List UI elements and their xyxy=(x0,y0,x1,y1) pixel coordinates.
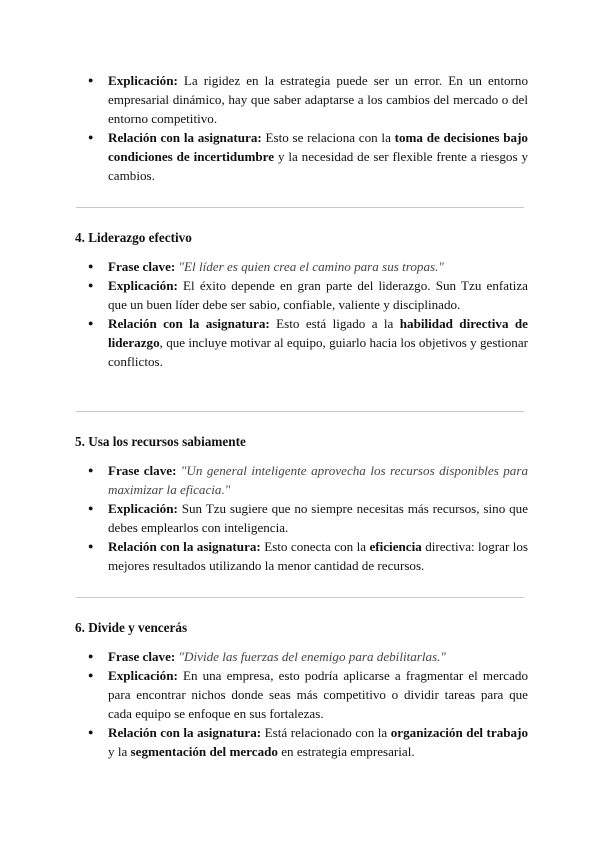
section5-bullet-list xyxy=(88,461,528,575)
bullet-emphasis: toma de decisiones bajo condiciones de incertidumbre xyxy=(108,130,528,164)
bullet-relacion xyxy=(88,128,528,185)
bullet-text: y la xyxy=(108,744,131,759)
divider xyxy=(76,411,524,412)
bullet-label: Frase clave: xyxy=(108,463,177,478)
bullet-frase-clave xyxy=(88,647,528,666)
bullet-text: Esto está ligado a la xyxy=(269,316,400,331)
bullet-frase-clave xyxy=(88,257,528,276)
bullet-explicacion xyxy=(88,71,528,128)
bullet-text: Esto se relaciona con la xyxy=(261,130,395,145)
bullet-quote: "Un general inteligente aprovecha los recursos disponibles para maximizar la eficacia." xyxy=(108,463,528,497)
divider xyxy=(76,597,524,598)
bullet-text: La rigidez en la estrategia puede ser un error. En un entorno empresarial dinámico, hay que saber adaptarse a los cambios del mercado o del entorno competitivo. xyxy=(108,73,528,126)
bullet-label: Relación con la asignatura: xyxy=(108,316,270,331)
bullet-label: Relación con la asignatura: xyxy=(108,539,261,554)
bullet-quote: "Divide las fuerzas del enemigo para debilitarlas." xyxy=(175,649,446,664)
bullet-emphasis: organización del trabajo xyxy=(390,725,528,740)
bullet-label: Relación con la asignatura: xyxy=(108,725,262,740)
bullet-label: Explicación: xyxy=(108,278,178,293)
bullet-text: y la necesidad de ser flexible frente a riesgos y cambios. xyxy=(108,149,528,183)
bullet-text: , que incluye motivar al equipo, guiarlo hacia los objetivos y gestionar conflictos. xyxy=(108,335,528,369)
bullet-relacion xyxy=(88,723,528,761)
bullet-quote: "El líder es quien crea el camino para sus tropas." xyxy=(175,259,444,274)
bullet-label: Frase clave: xyxy=(108,259,176,274)
bullet-explicacion xyxy=(88,276,528,314)
bullet-text: El éxito depende en gran parte del liderazgo. Sun Tzu enfatiza que un buen líder debe ser sabio, confiable, valiente y disciplinado. xyxy=(108,278,528,312)
bullet-explicacion xyxy=(88,666,528,723)
bullet-emphasis: eficiencia xyxy=(369,539,422,554)
bullet-text: en estrategia empresarial. xyxy=(277,744,415,759)
bullet-explicacion xyxy=(88,499,528,537)
bullet-emphasis: segmentación del mercado xyxy=(130,744,278,759)
section3-bullet-list xyxy=(88,71,528,185)
bullet-relacion xyxy=(88,314,528,371)
section6-bullet-list xyxy=(88,647,528,761)
section-title: 4. Liderazgo efectivo xyxy=(75,230,192,245)
bullet-text: Sun Tzu sugiere que no siempre necesitas más recursos, sino que debes emplearlos con inteligencia. xyxy=(108,501,528,535)
bullet-label: Relación con la asignatura: xyxy=(108,130,262,145)
section4-bullet-list xyxy=(88,257,528,371)
section-title: 6. Divide y vencerás xyxy=(75,620,188,635)
bullet-text: En una empresa, esto podría aplicarse a fragmentar el mercado para encontrar nichos donde seas más competitivo o dividir tareas para que cada equipo se enfoque en sus fortalezas. xyxy=(108,668,528,721)
bullet-text: directiva: lograr los mejores resultados utilizando la menor cantidad de recursos. xyxy=(108,539,528,573)
bullet-text: Esto conecta con la xyxy=(260,539,370,554)
bullet-frase-clave xyxy=(88,461,528,499)
bullet-emphasis: habilidad directiva de liderazgo xyxy=(108,316,528,350)
bullet-label: Explicación: xyxy=(108,501,178,516)
bullet-relacion xyxy=(88,537,528,575)
divider xyxy=(76,207,524,208)
section-title: 5. Usa los recursos sabiamente xyxy=(75,434,246,449)
bullet-text: Está relacionado con la xyxy=(261,725,391,740)
bullet-label: Frase clave: xyxy=(108,649,176,664)
bullet-label: Explicación: xyxy=(108,668,178,683)
bullet-label: Explicación: xyxy=(108,73,178,88)
